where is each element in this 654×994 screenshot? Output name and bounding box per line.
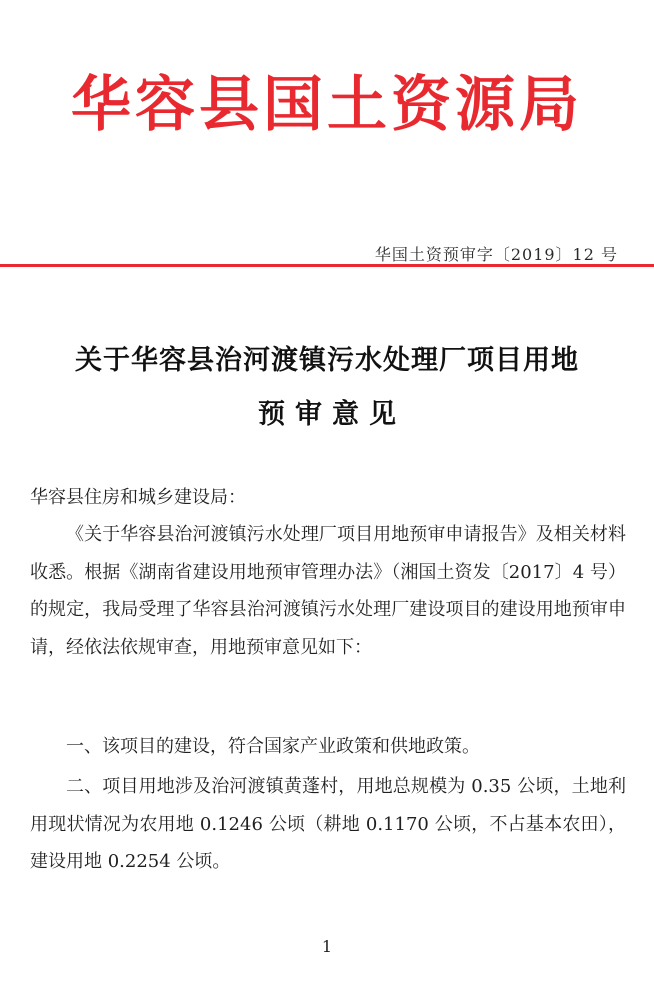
body-paragraph-1: 《关于华容县治河渡镇污水处理厂项目用地预审申请报告》及相关材料收悉。根据《湖南省建设用地预审管理办法》（湘国土资发〔2017〕4 号）的规定，我局受理了华容县治河渡镇污水处理厂建设项目的建设用地预审申请，经依法依规审查，用地预审意见如下： <box>30 524 626 658</box>
recipient-salutation: 华容县住房和城乡建设局： <box>30 487 246 508</box>
body-paragraph-3: 二、项目用地涉及治河渡镇黄蓬村，用地总规模为 0.35 公顷，土地利用现状情况为农用地 0.1246 公顷（耕地 0.1170 公顷，不占基本农田），建设用地 0.2254 公顷。 <box>30 776 626 872</box>
document-number: 华国土资预审字〔2019〕12 号 <box>374 245 618 264</box>
issuing-authority-header: 华容县国土资源局 <box>71 70 583 140</box>
red-divider-line <box>0 264 654 267</box>
page-number: 1 <box>321 937 333 956</box>
document-title-line-1: 关于华容县治河渡镇污水处理厂项目用地 <box>75 345 579 376</box>
document-title-line-2: 预审意见 <box>258 399 406 430</box>
body-paragraph-2: 一、该项目的建设，符合国家产业政策和供地政策。 <box>66 736 480 757</box>
